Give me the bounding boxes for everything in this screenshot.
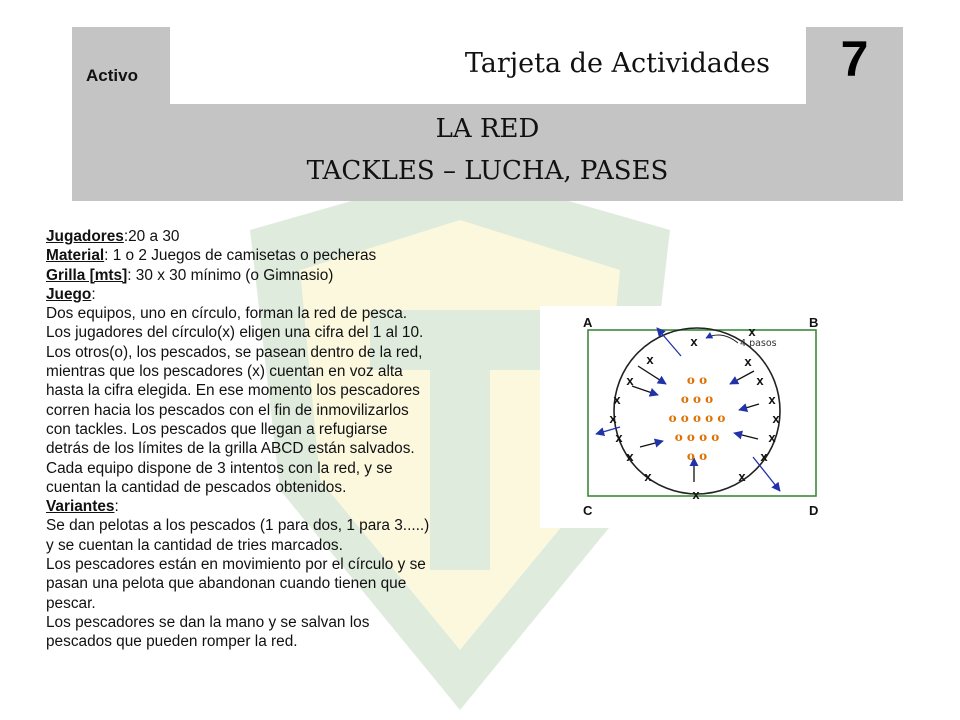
players-label: Jugadores — [46, 228, 124, 245]
fisher-marker: x — [692, 487, 700, 502]
field-diagram — [540, 306, 836, 528]
variants-colon: : — [114, 498, 119, 516]
variant-text-line: pescados que pueden romper la red. — [46, 633, 298, 651]
game-text-line: mientras que los pescadores (x) cuentan en voz alta — [46, 363, 403, 381]
card-title: Tarjeta de Actividades — [464, 48, 770, 79]
fisher-marker: x — [626, 449, 634, 464]
game-text-line: detrás de los límites de la grilla ABCD están salvados. — [46, 440, 415, 458]
variants-line — [46, 497, 536, 516]
fish-row: o o — [686, 373, 708, 387]
fisher-marker: x — [644, 469, 652, 484]
game-text-line: cuentan la cantidad de pescados obtenidos. — [46, 478, 347, 496]
fisher-marker: x — [626, 373, 634, 388]
fish-row: o o o o o — [668, 411, 726, 425]
steps-label: 4 pasos — [740, 338, 777, 349]
fisher-marker: x — [756, 373, 764, 388]
card-number: 7 — [840, 31, 869, 87]
players-value: :20 a 30 — [123, 228, 180, 245]
fisher-marker: x — [615, 430, 623, 445]
corner-c-label: C — [583, 503, 593, 518]
game-line — [46, 285, 536, 304]
variant-text-line: Los pescadores se dan la mano y se salvan los — [46, 613, 370, 631]
game-text-line: Dos equipos, uno en círculo, forman la red de pesca. — [46, 305, 408, 323]
game-text-line: hasta la cifra elegida. En ese momento los pescadores — [46, 382, 420, 400]
fisher-marker: x — [768, 392, 776, 407]
material-value: : 1 o 2 Juegos de camisetas o pecheras — [104, 247, 377, 265]
game-text-line: Los otros(o), los pescados, se pasean dentro de la red, — [46, 343, 423, 361]
level-label: Activo — [86, 66, 138, 85]
players-line — [46, 227, 536, 246]
corner-b-label: B — [809, 315, 819, 330]
fisher-marker: x — [613, 392, 621, 407]
material-line — [46, 246, 536, 265]
fish-row: o o o — [680, 392, 714, 406]
fisher-marker: x — [738, 469, 746, 484]
fisher-marker: x — [760, 449, 768, 464]
material-label: Material — [46, 247, 105, 265]
activity-description — [46, 227, 536, 652]
fish-row: o o — [686, 449, 708, 463]
game-text-line: Los jugadores del círculo(x) eligen una cifra del 1 al 10. — [46, 324, 424, 342]
game-text-line: con tackles. Los pescados que llegan a refugiarse — [46, 420, 388, 438]
activity-title: LA RED — [435, 114, 540, 144]
variant-text-line: Se dan pelotas a los pescados (1 para dos, 1 para 3.....) — [46, 517, 430, 535]
fisher-marker: x — [744, 354, 752, 369]
game-label: Juego — [46, 285, 92, 303]
variant-text-line: y se cuentan la cantidad de tries marcados. — [46, 536, 343, 554]
corner-d-label: D — [809, 503, 819, 518]
fisher-marker: x — [646, 352, 654, 367]
grid-line — [46, 266, 536, 285]
grid-value: : 30 x 30 mínimo (o Gimnasio) — [127, 266, 334, 284]
game-colon: : — [91, 285, 96, 303]
fisher-marker: x — [772, 411, 780, 426]
fisher-marker: x — [690, 334, 698, 349]
variants-label: Variantes — [46, 498, 115, 516]
corner-a-label: A — [583, 315, 593, 330]
variant-text-line: pasan una pelota que abandonan cuando tienen que — [46, 575, 407, 593]
variant-text-line: pescar. — [46, 594, 96, 612]
game-text-line: corren hacia los pescados con el fin de inmovilizarlos — [46, 401, 409, 419]
activity-subtitle: TACKLES – LUCHA, PASES — [306, 156, 669, 186]
fisher-marker: x — [609, 411, 617, 426]
fisher-marker: x — [748, 324, 756, 339]
grid-label: Grilla [mts] — [46, 266, 128, 284]
variant-text-line: Los pescadores están en movimiento por el círculo y se — [46, 556, 426, 574]
game-text-line: Cada equipo dispone de 3 intentos con la red, y se — [46, 459, 393, 477]
fisher-marker: x — [768, 430, 776, 445]
fish-row: o o o o — [674, 430, 720, 444]
